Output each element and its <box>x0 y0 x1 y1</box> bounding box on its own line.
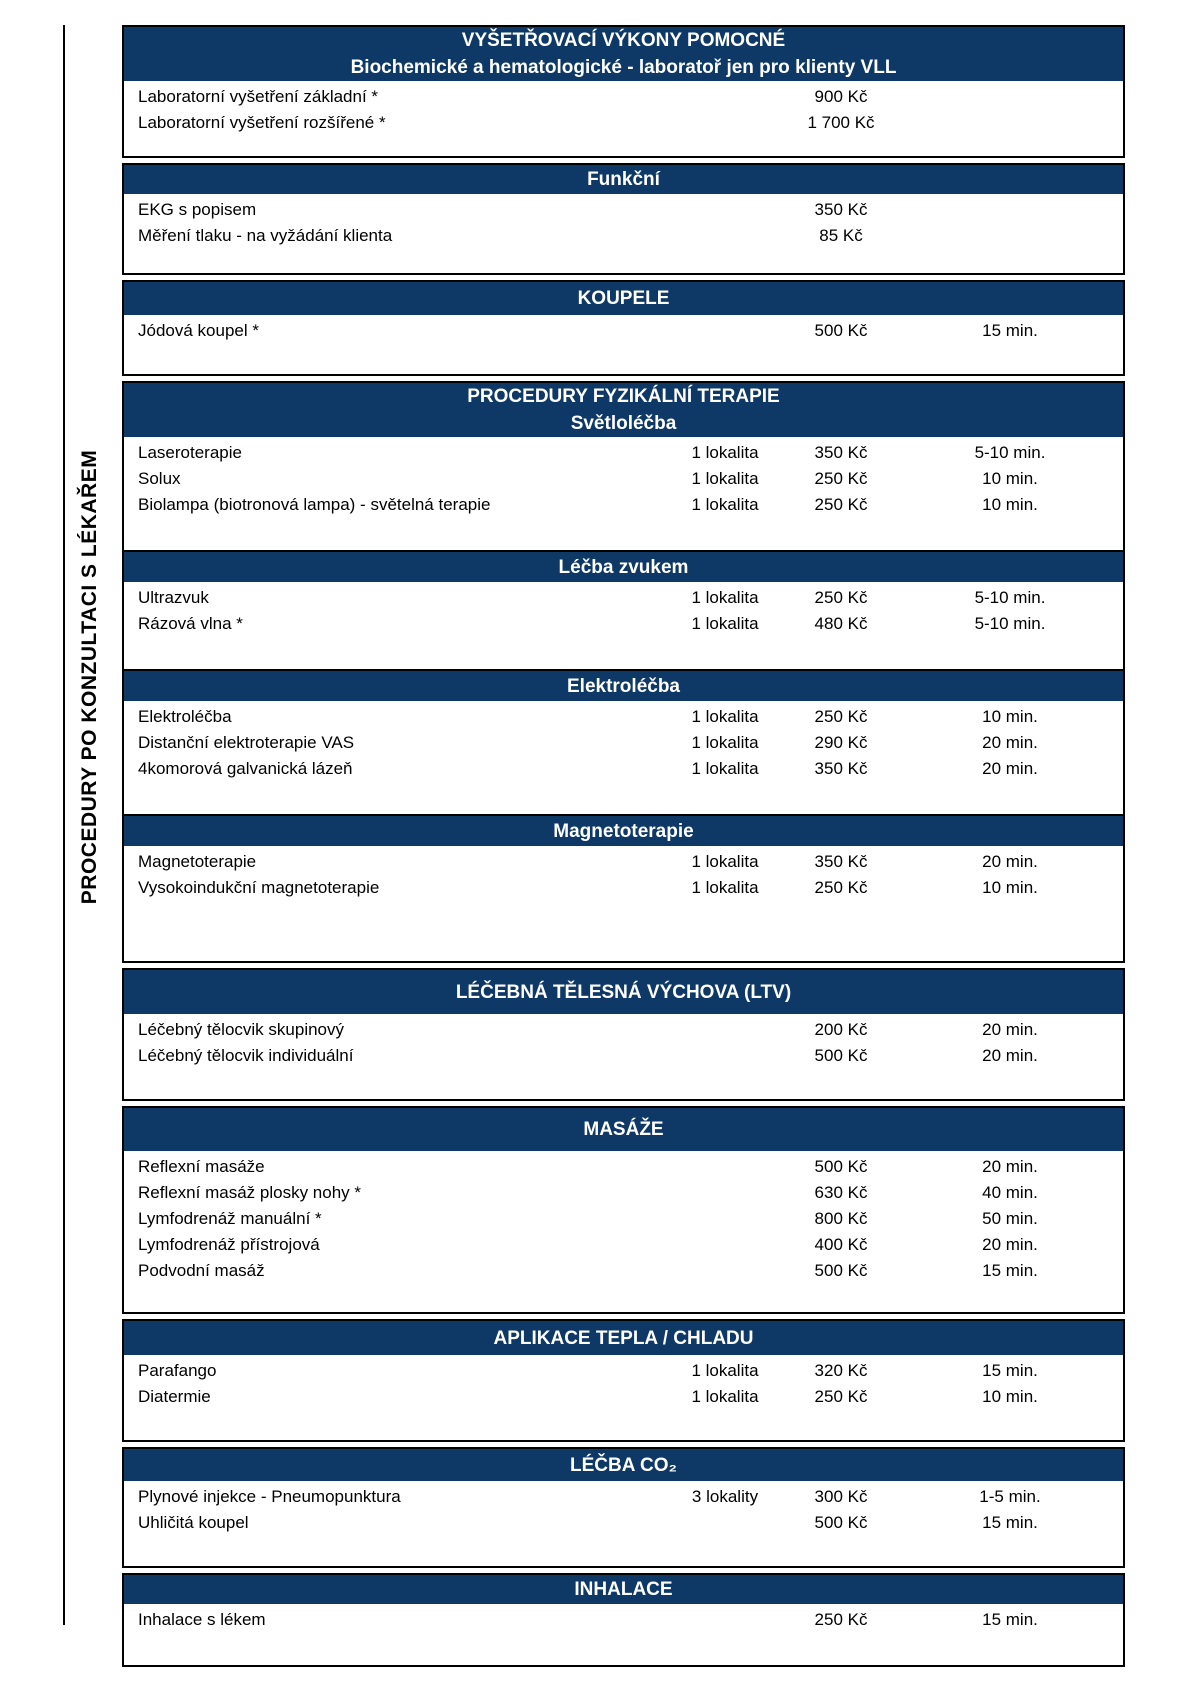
duration-cell: 20 min. <box>982 759 1038 778</box>
section-title: LÉČEBNÁ TĚLESNÁ VÝCHOVA (LTV) <box>455 981 792 1003</box>
price-cell: 400 Kč <box>814 1235 868 1254</box>
section <box>122 968 1125 1101</box>
quantity-cell: 1 lokalita <box>691 1387 759 1406</box>
price-cell: 85 Kč <box>819 226 863 245</box>
price-cell: 350 Kč <box>814 200 868 219</box>
table-row <box>124 84 1123 110</box>
price-cell: 300 Kč <box>814 1487 868 1506</box>
table-row <box>124 1232 1123 1258</box>
procedure-name-cell: Léčebný tělocvik individuální <box>138 1046 354 1065</box>
table-row <box>124 1607 1123 1633</box>
price-cell: 320 Kč <box>814 1361 868 1380</box>
price-cell: 350 Kč <box>814 852 868 871</box>
quantity-cell: 1 lokalita <box>691 495 759 514</box>
procedure-name-cell: Laseroterapie <box>138 443 242 462</box>
section <box>122 1106 1125 1314</box>
table-row <box>124 585 1123 611</box>
section <box>122 25 1125 158</box>
procedure-name-cell: Distanční elektroterapie VAS <box>138 733 355 752</box>
procedure-name-cell: Plynové injekce - Pneumopunktura <box>138 1487 401 1506</box>
rows-area <box>124 437 1123 550</box>
section <box>122 1447 1125 1568</box>
table-row <box>124 704 1123 730</box>
price-cell: 290 Kč <box>814 733 868 752</box>
table-row <box>124 849 1123 875</box>
duration-cell: 5-10 min. <box>974 614 1046 633</box>
procedure-name-cell: 4komorová galvanická lázeň <box>138 759 353 778</box>
rows-area <box>124 1014 1123 1099</box>
quantity-cell: 1 lokalita <box>691 733 759 752</box>
procedure-name-cell: Reflexní masáž plosky nohy * <box>138 1183 361 1202</box>
price-cell: 500 Kč <box>814 1046 868 1065</box>
table-row <box>124 318 1123 344</box>
procedure-name-cell: Měření tlaku - na vyžádání klienta <box>138 226 393 245</box>
procedure-name-cell: Biolampa (biotronová lampa) - světelná terapie <box>138 495 491 514</box>
price-table <box>122 25 1125 1667</box>
procedure-name-cell: Lymfodrenáž přístrojová <box>138 1235 320 1254</box>
table-row <box>124 1017 1123 1043</box>
section-header-bar <box>124 282 1123 315</box>
procedure-name-cell: Ultrazvuk <box>138 588 209 607</box>
duration-cell: 15 min. <box>982 1610 1038 1629</box>
table-row <box>124 756 1123 782</box>
section-subtitle: Biochemické a hematologické - laboratoř jen pro klienty VLL <box>350 57 897 78</box>
section-header-bar <box>124 383 1123 437</box>
table-row <box>124 110 1123 136</box>
procedure-name-cell: Magnetoterapie <box>138 852 257 871</box>
quantity-cell: 1 lokalita <box>691 1361 759 1380</box>
procedure-name-cell: Jódová koupel * <box>138 321 259 340</box>
rows-area <box>124 1481 1123 1566</box>
quantity-cell: 3 lokality <box>691 1487 759 1506</box>
price-cell: 480 Kč <box>814 614 868 633</box>
procedure-name-cell: Inhalace s lékem <box>138 1610 266 1629</box>
table-row <box>124 1484 1123 1510</box>
duration-cell: 5-10 min. <box>974 588 1046 607</box>
quantity-cell: 1 lokalita <box>691 759 759 778</box>
quantity-cell: 1 lokalita <box>691 614 759 633</box>
price-cell: 350 Kč <box>814 443 868 462</box>
duration-cell: 20 min. <box>982 852 1038 871</box>
duration-cell: 20 min. <box>982 1020 1038 1039</box>
duration-cell: 1-5 min. <box>979 1487 1041 1506</box>
duration-cell: 15 min. <box>982 1513 1038 1532</box>
quantity-cell: 1 lokalita <box>691 852 759 871</box>
price-cell: 250 Kč <box>814 588 868 607</box>
procedure-name-cell: Vysokoindukční magnetoterapie <box>138 878 380 897</box>
procedure-name-cell: Léčebný tělocvik skupinový <box>138 1020 345 1039</box>
rows-area <box>124 81 1123 156</box>
duration-cell: 10 min. <box>982 707 1038 726</box>
table-row <box>124 466 1123 492</box>
section <box>122 280 1125 376</box>
side-category-label: PROCEDURY PO KONZULTACI S LÉKAŘEM <box>78 449 101 905</box>
procedure-name-cell: Elektroléčba <box>138 707 232 726</box>
section-title: MASÁŽE <box>583 1119 664 1140</box>
section-header-bar <box>124 1321 1123 1355</box>
price-cell: 250 Kč <box>814 1387 868 1406</box>
procedure-name-cell: Laboratorní vyšetření rozšířené * <box>138 113 386 132</box>
procedure-name-cell: Podvodní masáž <box>138 1261 265 1280</box>
duration-cell: 10 min. <box>982 1387 1038 1406</box>
duration-cell: 15 min. <box>982 1261 1038 1280</box>
price-cell: 500 Kč <box>814 1513 868 1532</box>
duration-cell: 40 min. <box>982 1183 1038 1202</box>
side-column-rule <box>63 25 65 1625</box>
quantity-cell: 1 lokalita <box>691 443 759 462</box>
section <box>122 163 1125 275</box>
price-cell: 250 Kč <box>814 469 868 488</box>
duration-cell: 20 min. <box>982 733 1038 752</box>
section <box>122 1319 1125 1442</box>
duration-cell: 50 min. <box>982 1209 1038 1228</box>
table-row <box>124 611 1123 637</box>
table-row <box>124 1510 1123 1536</box>
section-title: APLIKACE TEPLA / CHLADU <box>493 1327 754 1349</box>
subsection-header-bar <box>124 669 1123 701</box>
subsection-header-bar <box>124 814 1123 846</box>
price-cell: 250 Kč <box>814 707 868 726</box>
subsection-title: Magnetoterapie <box>553 820 694 842</box>
price-cell: 800 Kč <box>814 1209 868 1228</box>
table-row <box>124 1384 1123 1410</box>
rows-area <box>124 194 1123 273</box>
price-cell: 630 Kč <box>814 1183 868 1202</box>
table-row <box>124 875 1123 901</box>
section-title: PROCEDURY FYZIKÁLNÍ TERAPIE <box>467 386 780 407</box>
duration-cell: 20 min. <box>982 1046 1038 1065</box>
rows-area <box>124 1355 1123 1440</box>
table-row <box>124 1043 1123 1069</box>
procedure-name-cell: Laboratorní vyšetření základní * <box>138 87 379 106</box>
section-title: VYŠETŘOVACÍ VÝKONY POMOCNÉ <box>461 30 786 51</box>
section-header-bar <box>124 1108 1123 1151</box>
rows-area <box>124 582 1123 669</box>
subsection-title: Elektroléčba <box>567 675 680 697</box>
section-header-bar <box>124 970 1123 1014</box>
procedure-name-cell: EKG s popisem <box>138 200 257 219</box>
table-row <box>124 1180 1123 1206</box>
table-row <box>124 440 1123 466</box>
price-cell: 250 Kč <box>814 495 868 514</box>
table-row <box>124 1258 1123 1284</box>
quantity-cell: 1 lokalita <box>691 588 759 607</box>
table-row <box>124 1154 1123 1180</box>
price-cell: 200 Kč <box>814 1020 868 1039</box>
section-header-bar <box>124 165 1123 194</box>
price-cell: 250 Kč <box>814 878 868 897</box>
section-title: KOUPELE <box>577 288 670 309</box>
table-row <box>124 730 1123 756</box>
rows-area <box>124 1151 1123 1312</box>
subsection-title: Léčba zvukem <box>558 556 689 578</box>
duration-cell: 10 min. <box>982 469 1038 488</box>
table-row <box>124 197 1123 223</box>
rows-area <box>124 315 1123 374</box>
procedure-name-cell: Diatermie <box>138 1387 211 1406</box>
table-row <box>124 1206 1123 1232</box>
duration-cell: 20 min. <box>982 1157 1038 1176</box>
price-cell: 900 Kč <box>814 87 868 106</box>
section-subtitle: Světloléčba <box>570 413 677 434</box>
quantity-cell: 1 lokalita <box>691 707 759 726</box>
duration-cell: 20 min. <box>982 1235 1038 1254</box>
procedure-name-cell: Lymfodrenáž manuální * <box>138 1209 322 1228</box>
rows-area <box>124 1604 1123 1665</box>
duration-cell: 10 min. <box>982 878 1038 897</box>
section-title: Funkční <box>587 169 660 190</box>
subsection-header-bar <box>124 550 1123 582</box>
price-cell: 500 Kč <box>814 1261 868 1280</box>
table-row <box>124 1358 1123 1384</box>
price-cell: 500 Kč <box>814 321 868 340</box>
table-row <box>124 223 1123 249</box>
section-title: LÉČBA CO₂ <box>570 1454 677 1476</box>
price-cell: 350 Kč <box>814 759 868 778</box>
procedure-name-cell: Rázová vlna * <box>138 614 243 633</box>
price-cell: 500 Kč <box>814 1157 868 1176</box>
section <box>122 1573 1125 1667</box>
section-title: INHALACE <box>574 1579 673 1600</box>
quantity-cell: 1 lokalita <box>691 469 759 488</box>
section-header-bar <box>124 1575 1123 1604</box>
procedure-name-cell: Parafango <box>138 1361 217 1380</box>
table-row <box>124 492 1123 518</box>
procedure-name-cell: Uhličitá koupel <box>138 1513 249 1532</box>
rows-area <box>124 701 1123 814</box>
duration-cell: 10 min. <box>982 495 1038 514</box>
price-cell: 250 Kč <box>814 1610 868 1629</box>
section-header-bar <box>124 27 1123 81</box>
quantity-cell: 1 lokalita <box>691 878 759 897</box>
procedure-name-cell: Reflexní masáže <box>138 1157 265 1176</box>
price-cell: 1 700 Kč <box>807 113 875 132</box>
rows-area <box>124 846 1123 961</box>
procedure-name-cell: Solux <box>138 469 181 488</box>
section-header-bar <box>124 1449 1123 1481</box>
section <box>122 381 1125 963</box>
duration-cell: 5-10 min. <box>974 443 1046 462</box>
duration-cell: 15 min. <box>982 1361 1038 1380</box>
duration-cell: 15 min. <box>982 321 1038 340</box>
